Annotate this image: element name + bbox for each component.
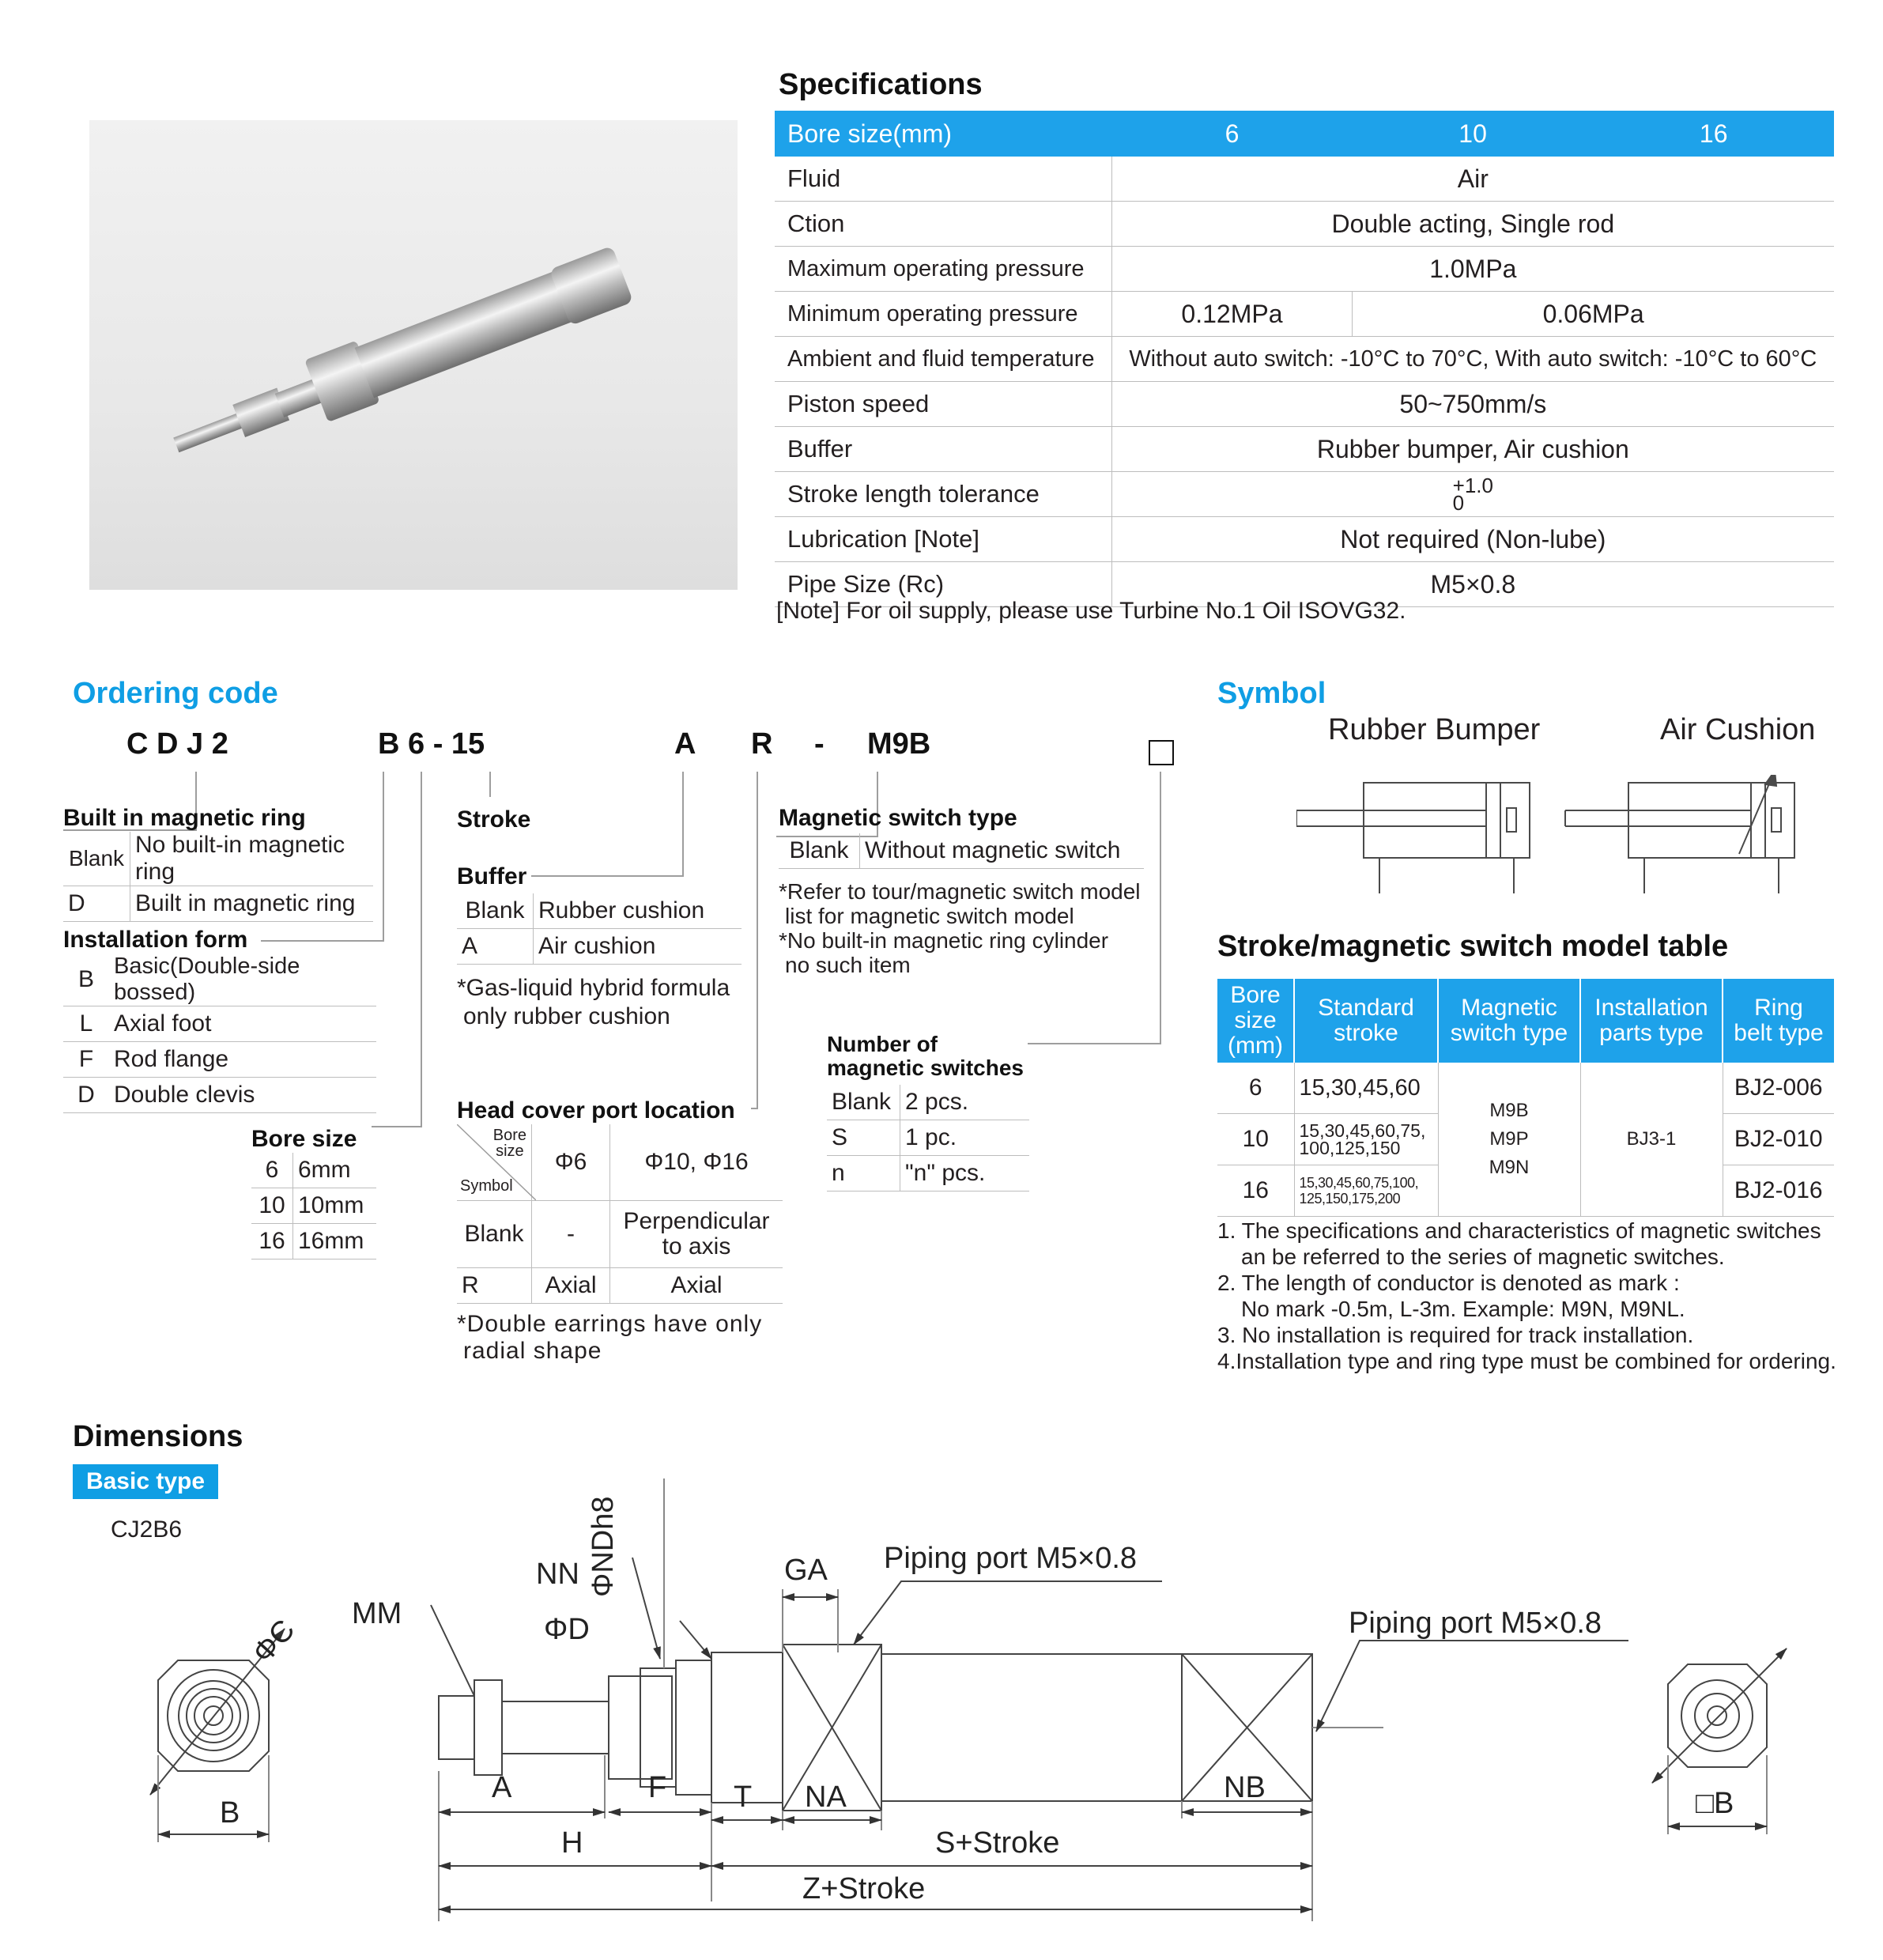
col-phi6: Φ6 [532, 1124, 610, 1201]
buffer-table [457, 893, 742, 965]
dim-phiND: ΦNDh8 [587, 1496, 620, 1597]
spec-value-6: 0.12MPa [1111, 292, 1353, 337]
table-row [251, 1188, 376, 1224]
corner-symbol: Symbol [460, 1177, 513, 1195]
bore-cell: 10 [1217, 1114, 1294, 1165]
code-key: S [827, 1120, 900, 1156]
spec-value: Not required (Non-lube) [1111, 517, 1834, 562]
code-desc: 10mm [293, 1188, 377, 1224]
table-row [457, 893, 742, 929]
header-line: Bore [1230, 982, 1281, 1008]
header-line: Magnetic [1461, 995, 1557, 1021]
corner-size: size [496, 1142, 524, 1160]
code-desc: 2 pcs. [900, 1085, 1030, 1120]
air-cushion-label: Air Cushion [1660, 713, 1816, 746]
table-row [1217, 1063, 1834, 1114]
num-switches-table [827, 1085, 1029, 1191]
stroke-line: 15,30,45,60,75, [1299, 1120, 1426, 1141]
header-bore [1217, 979, 1294, 1063]
switch-type-item: M9P [1489, 1128, 1529, 1150]
code-key: B [63, 954, 109, 1006]
code-key: D [63, 1078, 109, 1113]
dim-phiD: ΦD [544, 1613, 590, 1646]
code-key: Blank [457, 1201, 532, 1268]
code-dash: - [814, 727, 825, 761]
code-desc: Double clevis [109, 1078, 376, 1113]
dim-S: S+Stroke [935, 1826, 1060, 1860]
buffer-title: Buffer [457, 863, 527, 889]
code-desc: Axial foot [109, 1006, 376, 1042]
code-a: Axial [532, 1268, 610, 1304]
code-b: Axial [610, 1268, 783, 1304]
dim-NA: NA [805, 1781, 847, 1814]
table-row [457, 1268, 783, 1304]
spec-value: 50~750mm/s [1111, 382, 1834, 427]
table-row [63, 1078, 376, 1113]
spec-label: Lubrication [Note] [775, 517, 1111, 562]
buffer-note-line: *Gas-liquid hybrid formula [457, 975, 730, 1001]
table-row [827, 1085, 1029, 1120]
magnetic-ring-title: Built in magnetic ring [63, 805, 306, 831]
head-cover-table [457, 1124, 783, 1304]
stroke-table-notes [1217, 1218, 1836, 1374]
bore-10-header: 10 [1353, 111, 1594, 157]
code-key: 16 [251, 1224, 293, 1259]
dim-MM: MM [352, 1597, 402, 1630]
head-cover-note [457, 1311, 762, 1365]
rubber-bumper-symbol-icon [1296, 783, 1530, 893]
spec-label: Piston speed [775, 382, 1111, 427]
dim-phiC: ΦC [246, 1613, 302, 1670]
tolerance-lower: 0 [1452, 491, 1465, 515]
tolerance-upper: +1.0 [1452, 474, 1493, 497]
note-line: an be referred to the series of magnetic switches. [1241, 1244, 1725, 1269]
dim-port1: Piping port M5×0.8 [884, 1542, 1138, 1575]
ring-cell: BJ2-016 [1723, 1165, 1834, 1217]
stroke-header-row [1217, 979, 1834, 1063]
dim-B-right: □B [1696, 1787, 1734, 1820]
bore-cell: 6 [1217, 1063, 1294, 1114]
spec-value: Rubber bumper, Air cushion [1111, 427, 1834, 472]
code-desc: Air cushion [534, 929, 742, 965]
bore-16-header: 16 [1593, 111, 1834, 157]
spec-label: Ction [775, 202, 1111, 247]
code-desc: Rubber cushion [534, 893, 742, 929]
code-desc: Basic(Double-side bossed) [109, 954, 376, 1006]
note-line: 3. No installation is required for track installation. [1217, 1323, 1694, 1347]
stroke-line: 100,125,150 [1299, 1138, 1401, 1158]
code-a: - [532, 1201, 610, 1268]
spec-value: Without auto switch: -10°C to 70°C, With auto switch: -10°C to 60°C [1111, 337, 1834, 382]
code-switch: M9B [867, 727, 931, 761]
stroke-table-title: Stroke/magnetic switch model table [1217, 930, 1729, 963]
dim-GA: GA [784, 1554, 828, 1587]
header-line: size [1234, 1007, 1277, 1033]
spec-value: Double acting, Single rod [1111, 202, 1834, 247]
code-key: Blank [779, 833, 860, 869]
stroke-cell: 15,30,45,60 [1294, 1063, 1438, 1114]
dim-Z: Z+Stroke [802, 1872, 926, 1905]
model-label: CJ2B6 [111, 1516, 183, 1543]
bore-size-table [251, 1153, 376, 1259]
switch-note-line: *Refer to tour/magnetic switch model [779, 879, 1141, 904]
note-line: No mark -0.5m, L-3m. Example: M9N, M9NL. [1241, 1297, 1685, 1321]
bore-6-header: 6 [1111, 111, 1353, 157]
code-key: 6 [251, 1153, 293, 1188]
dim-T: T [734, 1781, 753, 1814]
head-cover-note-line: *Double earrings have only [457, 1311, 763, 1337]
stroke-switch-table [1217, 979, 1834, 1217]
spec-label: Buffer [775, 427, 1111, 472]
col-phi10-16: Φ10, Φ16 [610, 1124, 783, 1201]
dim-F: F [648, 1771, 667, 1804]
spec-value: 1.0MPa [1111, 247, 1834, 292]
header-install [1580, 979, 1723, 1063]
header-line: Installation [1594, 995, 1708, 1021]
switch-type-title: Magnetic switch type [779, 805, 1017, 831]
switch-note-line: list for magnetic switch model [785, 904, 1074, 928]
spec-label: Pipe Size (Rc) [775, 562, 1111, 607]
code-key: R [457, 1268, 532, 1304]
code-b [610, 1201, 783, 1268]
code-series: C D J 2 [126, 727, 228, 761]
stroke-line: 125,150,175,200 [1299, 1191, 1401, 1207]
head-cover-title: Head cover port location [457, 1097, 735, 1124]
spec-label: Minimum operating pressure [775, 292, 1111, 337]
header-line: belt type [1734, 1020, 1824, 1046]
ring-cell: BJ2-006 [1723, 1063, 1834, 1114]
bore-size-title: Bore size [251, 1126, 357, 1152]
table-row [779, 833, 1144, 869]
code-key: n [827, 1156, 900, 1191]
header-line: stroke [1334, 1020, 1398, 1046]
table-row [457, 929, 742, 965]
table-row [457, 1124, 783, 1201]
spec-label: Ambient and fluid temperature [775, 337, 1111, 382]
table-row [63, 954, 376, 1006]
header-line: switch type [1450, 1020, 1568, 1046]
code-desc: 16mm [293, 1224, 377, 1259]
buffer-note [457, 974, 730, 1031]
dim-A: A [492, 1771, 512, 1804]
switch-type-notes [779, 879, 1141, 977]
header-stroke [1294, 979, 1438, 1063]
note-line: 4.Installation type and ring type must be combined for ordering. [1217, 1349, 1836, 1373]
stroke-line: 15,30,45,60,75,100, [1299, 1175, 1419, 1191]
header-ring [1723, 979, 1834, 1063]
code-desc: Built in magnetic ring [130, 886, 374, 922]
spec-value: Air [1111, 157, 1834, 202]
rubber-bumper-label: Rubber Bumper [1328, 713, 1541, 746]
code-buffer: A [674, 727, 696, 761]
dim-NN: NN [536, 1558, 579, 1591]
dim-B-left: B [220, 1796, 240, 1830]
header-line: Standard [1318, 995, 1414, 1021]
stroke-cell [1294, 1165, 1438, 1217]
code-port: R [751, 727, 773, 761]
spec-label: Fluid [775, 157, 1111, 202]
code-key: Blank [827, 1085, 900, 1120]
code-desc: 6mm [293, 1153, 377, 1188]
stroke-title: Stroke [457, 806, 531, 833]
spec-value-10-16: 0.06MPa [1353, 292, 1834, 337]
header-switch [1438, 979, 1580, 1063]
table-row [63, 1042, 376, 1078]
symbol-title: Symbol [1217, 677, 1326, 710]
switch-note-line: no such item [785, 953, 911, 977]
table-row [63, 886, 373, 922]
bore-cell: 16 [1217, 1165, 1294, 1217]
dim-port2: Piping port M5×0.8 [1349, 1607, 1602, 1640]
corner-cell [457, 1124, 532, 1201]
code-key: L [63, 1006, 109, 1042]
table-row [827, 1156, 1029, 1191]
corner-bore: Bore [492, 1127, 526, 1144]
buffer-note-line: only rubber cushion [463, 1003, 670, 1029]
code-desc: 1 pc. [900, 1120, 1030, 1156]
dim-H: H [561, 1826, 583, 1860]
specifications-title: Specifications [779, 68, 983, 101]
code-key: F [63, 1042, 109, 1078]
head-cover-note-line: radial shape [463, 1338, 602, 1364]
spec-label: Maximum operating pressure [775, 247, 1111, 292]
air-cushion-symbol-icon [1565, 775, 1794, 893]
spec-value: M5×0.8 [1111, 562, 1834, 607]
table-row [63, 832, 373, 886]
cylinder-symbols [1296, 775, 1834, 901]
spec-label: Stroke length tolerance [775, 472, 1111, 517]
code-desc: Rod flange [109, 1042, 376, 1078]
code-key: A [457, 929, 534, 965]
dimensions-title: Dimensions [73, 1420, 243, 1453]
header-line: (mm) [1228, 1033, 1283, 1059]
table-row [827, 1120, 1029, 1156]
table-row [63, 1006, 376, 1042]
code-key: Blank [457, 893, 534, 929]
basic-type-badge: Basic type [73, 1464, 218, 1499]
switch-type-item: M9B [1489, 1100, 1529, 1121]
switch-type-item: M9N [1489, 1157, 1530, 1178]
install-type-cell: BJ3-1 [1580, 1063, 1723, 1217]
header-line: parts type [1599, 1020, 1704, 1046]
perp-line1: Perpendicular [623, 1208, 770, 1234]
code-key: 10 [251, 1188, 293, 1224]
table-row [457, 1201, 783, 1268]
perp-line2: to axis [662, 1233, 731, 1259]
code-desc: No built-in magnetic ring [130, 832, 374, 886]
code-bore-stroke: B 6 - 15 [378, 727, 485, 761]
stroke-cell [1294, 1114, 1438, 1165]
code-desc: "n" pcs. [900, 1156, 1030, 1191]
dim-NB: NB [1224, 1771, 1266, 1804]
magnetic-ring-table [63, 832, 373, 922]
switch-type-cell [1438, 1063, 1580, 1217]
installation-form-title: Installation form [63, 927, 248, 953]
num-switches-title-line: magnetic switches [827, 1056, 1024, 1080]
num-switches-title-line: Number of [827, 1032, 938, 1056]
code-key: D [63, 886, 130, 922]
num-switches-title [827, 1033, 1024, 1080]
bore-size-header: Bore size(mm) [775, 111, 1111, 157]
installation-form-table [63, 954, 376, 1113]
table-row [251, 1224, 376, 1259]
switch-note-line: *No built-in magnetic ring cylinder [779, 928, 1109, 953]
switch-type-table [779, 833, 1144, 869]
note-line: 1. The specifications and characteristics of magnetic switches [1217, 1218, 1821, 1243]
ring-cell: BJ2-010 [1723, 1114, 1834, 1165]
ordering-code-title: Ordering code [73, 677, 278, 710]
table-row [251, 1153, 376, 1188]
spec-note: [Note] For oil supply, please use Turbine No.1 Oil ISOVG32. [776, 598, 1406, 624]
corner-top [493, 1127, 526, 1159]
header-line: Ring [1754, 995, 1803, 1021]
code-key: Blank [63, 832, 130, 886]
note-line: 2. The length of conductor is denoted as mark : [1217, 1271, 1680, 1295]
dimension-labels [0, 1471, 1883, 1960]
code-desc: Without magnetic switch [860, 833, 1145, 869]
